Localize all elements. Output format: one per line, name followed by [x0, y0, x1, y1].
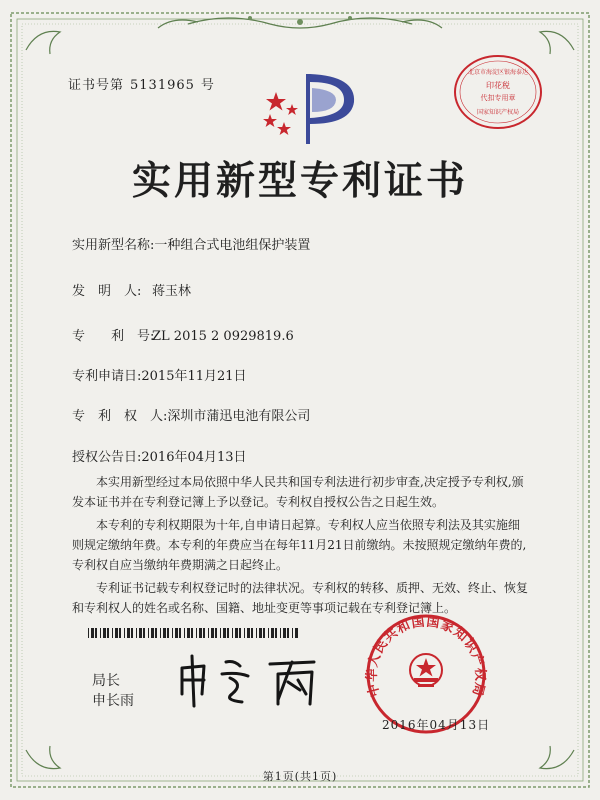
barcode-bar — [148, 628, 149, 638]
barcode-bar — [95, 628, 97, 638]
body-paragraph: 本专利的专利权期限为十年,自申请日起算。专利权人应当依照专利法及其实施细则规定缴纳年费。本专利的年费应当在每年11月21日前缴纳。未按照规定缴纳年费的,专利权自应当缴纳年费期满之日起终止。 — [72, 518, 527, 572]
barcode-bar — [215, 628, 217, 638]
barcode — [88, 628, 298, 638]
barcode-bar — [256, 628, 257, 638]
certificate-number — [68, 74, 221, 93]
barcode-bar — [263, 628, 265, 638]
patent-office-emblem-icon — [256, 62, 366, 152]
barcode-bar — [179, 628, 181, 638]
field-label: 实用新型名称: — [72, 238, 155, 253]
field-label: 专利申请日: — [72, 369, 142, 384]
field-value: 2016年04月13日 — [141, 450, 247, 465]
field-value: ZL 2015 2 0929819.6 — [152, 329, 294, 344]
barcode-bar — [187, 628, 190, 638]
barcode-bar — [268, 628, 269, 638]
barcode-bar — [151, 628, 154, 638]
field-value: 蒋玉林 — [152, 284, 192, 299]
barcode-bar — [131, 628, 133, 638]
field-label: 专 利 权 人: — [72, 409, 168, 424]
field-value: 深圳市蒲迅电池有限公司 — [167, 409, 311, 424]
barcode-bar — [191, 628, 193, 638]
barcode-bar — [208, 628, 209, 638]
field-patent-number — [72, 325, 294, 344]
barcode-bar — [175, 628, 178, 638]
barcode-bar — [247, 628, 250, 638]
certificate-body — [72, 472, 530, 621]
barcode-bar — [160, 628, 161, 638]
barcode-bar — [172, 628, 173, 638]
barcode-bar — [251, 628, 253, 638]
body-paragraph: 专利证书记载专利权登记时的法律状况。专利权的转移、质押、无效、终止、恢复和专利权人的姓名或名称、国籍、地址变更等事项记载在专利登记簿上。 — [72, 581, 529, 615]
barcode-bar — [292, 628, 293, 638]
tax-stamp-seal — [452, 52, 544, 132]
field-patentee — [72, 405, 310, 424]
seal-text: 中华人民共和国国家知识产权局 — [364, 614, 488, 699]
barcode-bar — [115, 628, 118, 638]
barcode-bar — [271, 628, 274, 638]
field-inventor — [72, 280, 191, 299]
barcode-bar — [295, 628, 298, 638]
barcode-bar — [223, 628, 226, 638]
barcode-bar — [107, 628, 109, 638]
barcode-bar — [112, 628, 113, 638]
field-label: 发 明 人: — [72, 284, 142, 299]
barcode-bar — [275, 628, 277, 638]
barcode-bar — [280, 628, 281, 638]
barcode-bar — [232, 628, 233, 638]
barcode-bar — [199, 628, 202, 638]
barcode-bar — [227, 628, 229, 638]
page-title: 实用新型专利证书 — [131, 158, 468, 204]
barcode-bar — [184, 628, 185, 638]
barcode-bar — [124, 628, 125, 638]
barcode-bar — [167, 628, 169, 638]
barcode-bar — [103, 628, 106, 638]
svg-text:北京市海淀区银海泰达: 北京市海淀区银海泰达 — [467, 69, 529, 76]
svg-text:国家知识产权局: 国家知识产权局 — [476, 109, 520, 116]
barcode-bar — [143, 628, 145, 638]
field-label: 授权公告日: — [72, 450, 142, 465]
barcode-bar — [244, 628, 245, 638]
barcode-bar — [88, 628, 89, 638]
barcode-bar — [136, 628, 137, 638]
barcode-bar — [100, 628, 101, 638]
field-utility-model-name — [72, 234, 310, 253]
barcode-bar — [283, 628, 286, 638]
svg-text:印花税: 印花税 — [486, 81, 510, 90]
barcode-bar — [155, 628, 157, 638]
barcode-bar — [211, 628, 214, 638]
certificate-number-label: 证书号第 — [68, 78, 125, 93]
certificate-number-value: 5131965 — [130, 78, 195, 93]
barcode-bar — [119, 628, 121, 638]
barcode-bar — [259, 628, 262, 638]
barcode-bar — [163, 628, 166, 638]
page-number: 第1页(共1页) — [262, 770, 338, 783]
barcode-bar — [127, 628, 130, 638]
signatory-name: 申长雨 — [92, 693, 134, 709]
barcode-bar — [220, 628, 221, 638]
handwritten-signature — [174, 650, 324, 710]
barcode-bar — [235, 628, 238, 638]
certificate-number-suffix: 号 — [200, 78, 215, 93]
svg-text:代扣专用章: 代扣专用章 — [480, 94, 516, 102]
field-application-date — [72, 365, 247, 384]
field-publication-date — [72, 446, 247, 465]
barcode-bar — [239, 628, 241, 638]
field-value: 2015年11月21日 — [141, 369, 247, 384]
body-paragraph: 本实用新型经过本局依照中华人民共和国专利法进行初步审查,决定授予专利权,颁发本证书并在专利登记簿上予以登记。专利权自授权公告之日起生效。 — [72, 475, 524, 509]
barcode-bar — [196, 628, 197, 638]
barcode-bar — [203, 628, 205, 638]
signatory-title: 局长 — [92, 673, 120, 689]
seal-date: 2016年04月13日 — [382, 718, 491, 732]
field-label: 专 利 号: — [72, 329, 155, 344]
barcode-bar — [287, 628, 289, 638]
field-value: 一种组合式电池组保护装置 — [154, 238, 311, 253]
barcode-bar — [139, 628, 142, 638]
barcode-bar — [91, 628, 94, 638]
